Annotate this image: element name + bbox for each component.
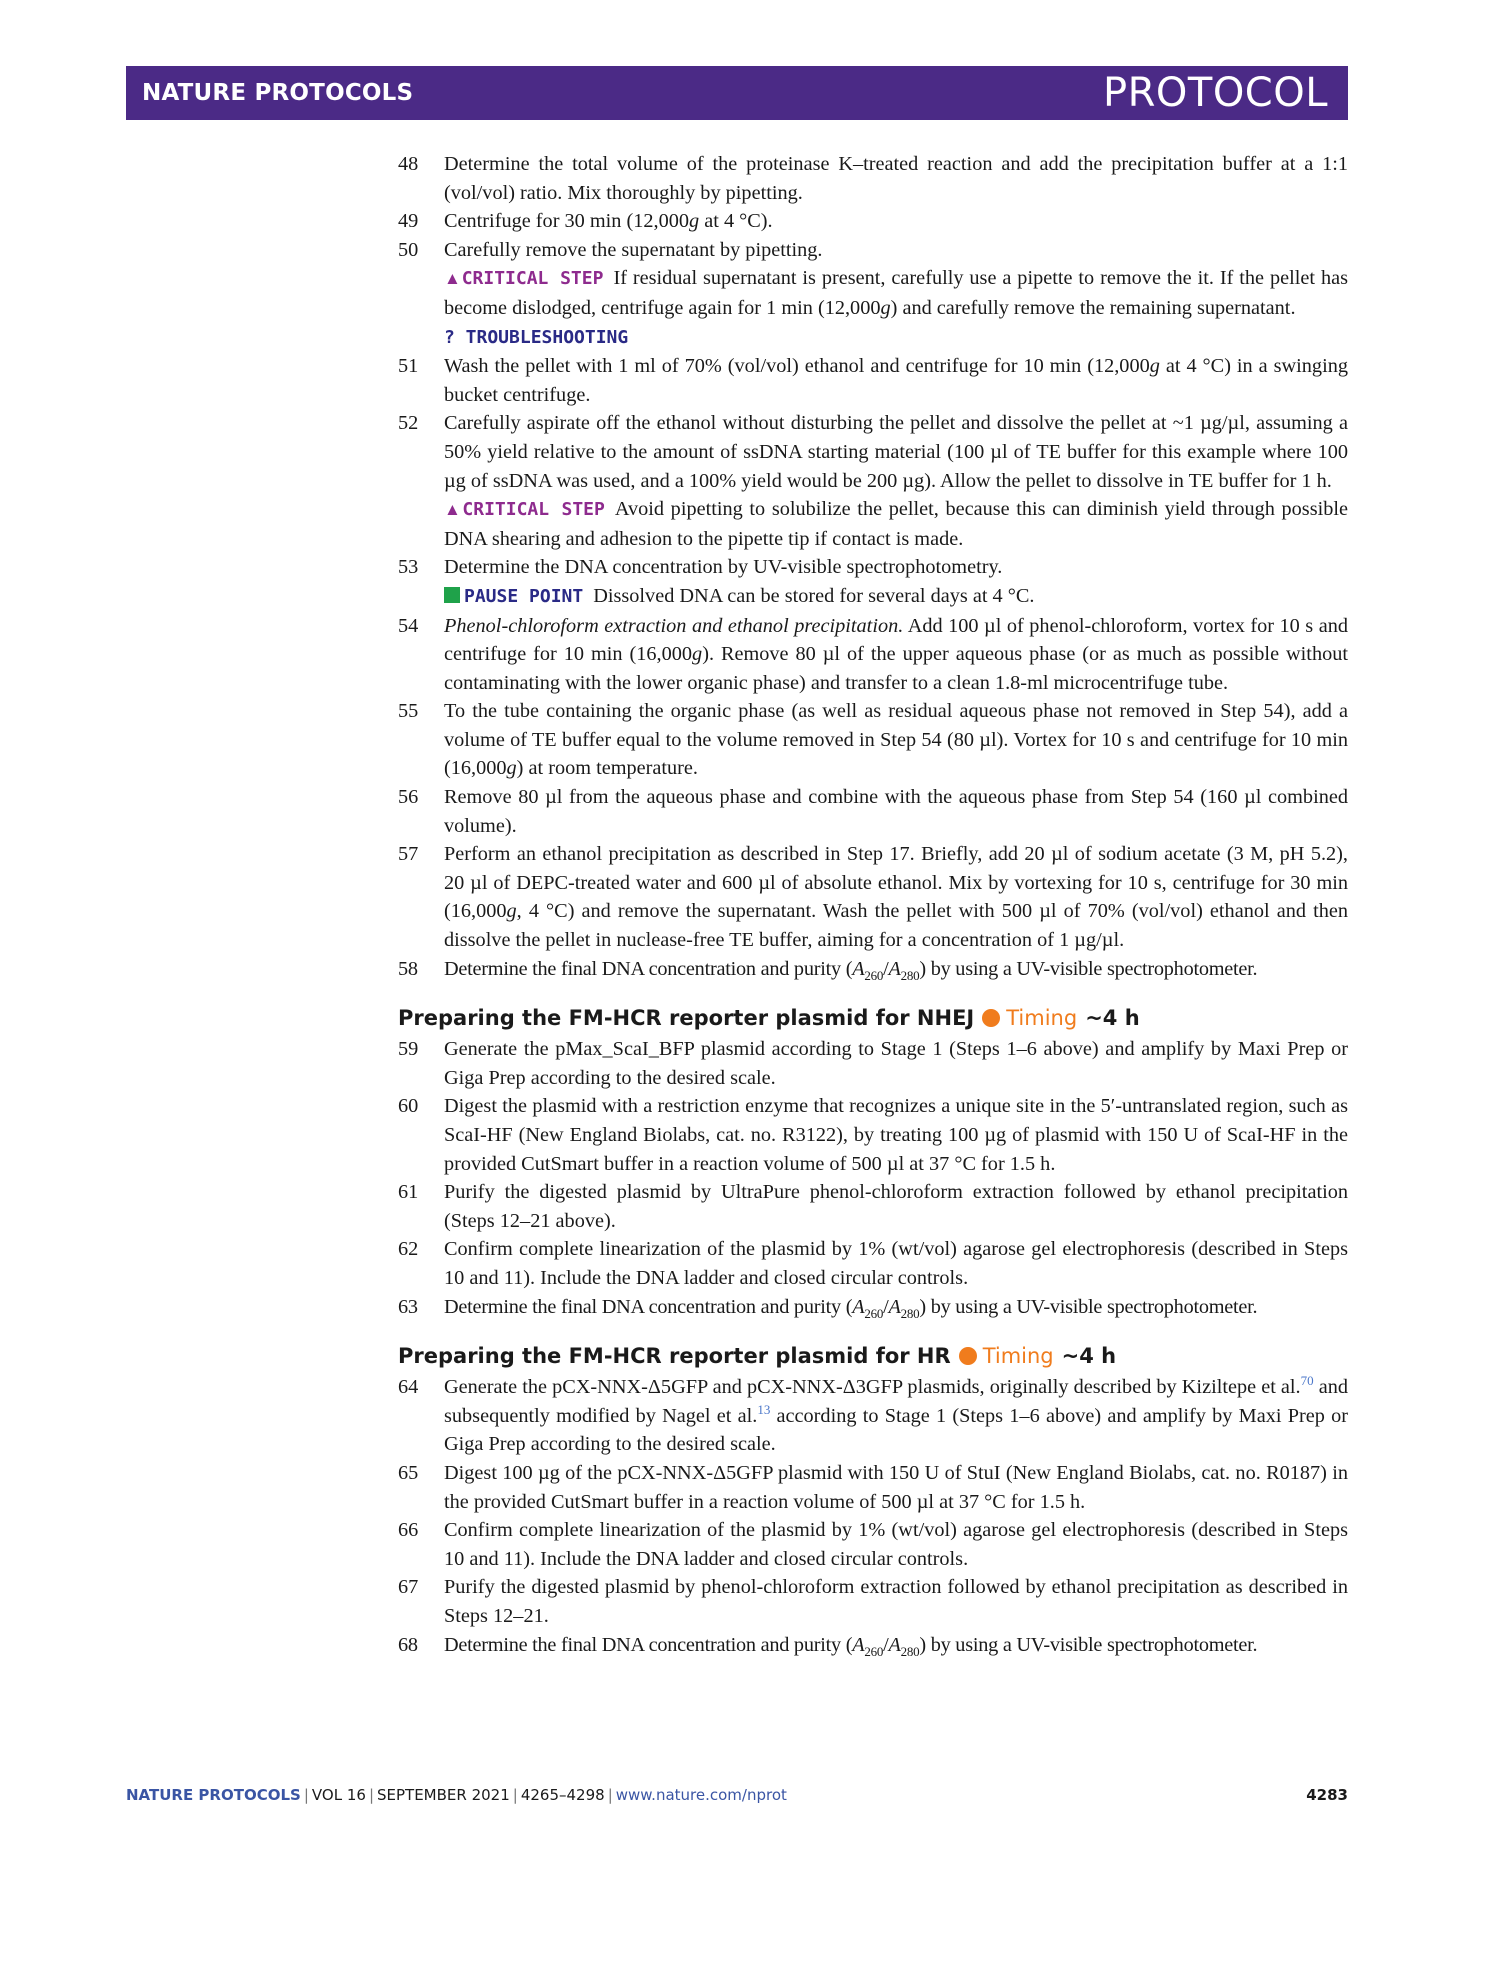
step-63: 63 Determine the final DNA concentration and purity $(A_{260}/A_{280})$ by using a UV-visible spectrophotometer. xyxy=(398,1295,1258,1321)
troubleshooting-link[interactable]: ? TROUBLESHOOTING xyxy=(444,326,629,348)
footer-date: SEPTEMBER 2021 xyxy=(377,1786,510,1804)
step-59: 59 Generate the pMax_ScaI_BFP plasmid according to Stage 1 (Steps 1–6 above) and amplify by Maxi Prep or Giga Prep according to the desired scale. xyxy=(398,1038,1348,1089)
critical-step-label: CRITICAL STEP xyxy=(462,499,605,521)
step-50: 50 Carefully remove the supernatant by pipetting. xyxy=(398,238,823,261)
article-type: PROTOCOL xyxy=(1102,70,1328,116)
critical-step-label: CRITICAL STEP xyxy=(461,268,604,290)
reference-link[interactable]: 13 xyxy=(757,1401,771,1417)
pause-point-note: PAUSE POINT Dissolved DNA can be stored for several days at 4 °C. xyxy=(398,582,1348,612)
pause-point-label: PAUSE POINT xyxy=(464,585,584,607)
section-heading-hr: Preparing the FM-HCR reporter plasmid for HR Timing ~4 h xyxy=(398,1344,1117,1369)
step-51: 51 Wash the pellet with 1 ml of 70% (vol/vol) ethanol and centrifuge for 10 min (12,000g at 4 °C) in a swinging bucket centrifuge. xyxy=(398,355,1348,406)
step-48: 48 Determine the total volume of the proteinase K–treated reaction and add the precipitation buffer at a 1:1 (vol/vol) ratio. Mix thoroughly by pipetting. xyxy=(398,153,1348,204)
header-bar xyxy=(126,66,1348,120)
step-54: 54 Phenol-chloroform extraction and ethanol precipitation. Add 100 µl of phenol-chloroform, vortex for 10 s and centrifuge for 10 min (16,000g). Remove 80 µl of the upper aqueous phase (or as much as possible without contaminating with the lower organic phase) and transfer to a clean 1.8-ml microcentrifuge tube. xyxy=(398,614,1349,694)
critical-step-note: ▲CRITICAL STEP Avoid pipetting to solubilize the pellet, because this can diminish yield through possible DNA shearing and adhesion to the pipette tip if contact is made. xyxy=(444,498,1348,550)
warning-triangle-icon: ▲ xyxy=(444,269,462,289)
pause-square-icon xyxy=(444,587,460,603)
step-68: 68 Determine the final DNA concentration and purity $(A_{260}/A_{280})$ by using a UV-visible spectrophotometer. xyxy=(398,1633,1258,1659)
footer-volume: VOL 16 xyxy=(311,1786,366,1804)
section-heading-nhej: Preparing the FM-HCR reporter plasmid for NHEJ Timing ~4 h xyxy=(398,1006,1140,1031)
step-58: 58 Determine the final DNA concentration and purity $(A_{260}/A_{280})$ by using a UV-visible spectrophotometer. xyxy=(398,957,1258,983)
step-60: 60 Digest the plasmid with a restriction enzyme that recognizes a unique site in the 5′-untranslated region, such as ScaI-HF (New England Biolabs, cat. no. R3122), by treating 100 µg of plasmid with 150 U of ScaI-HF in the provided CutSmart buffer in a reaction volume of 500 µl at 37 °C for 1.5 h. xyxy=(398,1095,1348,1175)
step-65: 65 Digest 100 µg of the pCX-NNX-Δ5GFP plasmid with 150 U of StuI (New England Biolabs, cat. no. R0187) in the provided CutSmart buffer in a reaction volume of 500 µl at 37 °C for 1.5 h. xyxy=(398,1461,1348,1513)
footer-journal: NATURE PROTOCOLS xyxy=(126,1786,301,1804)
reference-link[interactable]: 70 xyxy=(1300,1373,1314,1389)
journal-name: NATURE PROTOCOLS xyxy=(142,80,414,106)
step-55: 55 To the tube containing the organic phase (as well as residual aqueous phase not removed in Step 54), add a volume of TE buffer equal to the volume removed in Step 54 (80 µl). Vortex for 10 s and centrifuge for 10 min (16,000g) at room temperature. xyxy=(398,700,1348,780)
step-56: 56 Remove 80 µl from the aqueous phase and combine with the aqueous phase from Step 54 (160 µl combined volume). xyxy=(398,786,1348,837)
page-footer: NATURE PROTOCOLS | VOL 16 | SEPTEMBER 2021 | 4265–4298 | www.nature.com/nprot 4283 xyxy=(126,1786,1348,1804)
step-52: 52 Carefully aspirate off the ethanol without disturbing the pellet and dissolve the pellet at ~1 µg/µl, assuming a 50% yield relative to the amount of ssDNA starting material (100 µl of TE buffer for this example where 100 µg of ssDNA was used, and a 100% yield would be 200 µg). Allow the pellet to dissolve in TE buffer for 1 h. xyxy=(398,412,1348,492)
timing-dot-icon xyxy=(959,1347,977,1365)
protocol-content xyxy=(398,150,1348,1659)
critical-step-note: ▲CRITICAL STEP If residual supernatant is present, carefully use a pipette to remove the it. If the pellet has become dislodged, centrifuge again for 1 min (12,000g) and carefully remove the remaining supernatant. xyxy=(444,267,1348,319)
step-66: 66 Confirm complete linearization of the plasmid by 1% (wt/vol) agarose gel electrophoresis (described in Steps 10 and 11). Include the DNA ladder and closed circular controls. xyxy=(398,1519,1348,1570)
footer-pages: 4265–4298 xyxy=(520,1786,605,1804)
step-67: 67 Purify the digested plasmid by phenol-chloroform extraction followed by ethanol precipitation as described in Steps 12–21. xyxy=(398,1576,1348,1627)
step-64: 64 Generate the pCX-NNX-Δ5GFP and pCX-NNX-Δ3GFP plasmids, originally described by Kiziltepe et al.$^{70}$ and subsequently modified by Nagel et al.$^{13}$ according to Stage 1 (Steps 1–6 above) and amplify by Maxi Prep or Giga Prep according to the desired scale. xyxy=(398,1373,1348,1456)
page-number: 4283 xyxy=(1306,1786,1348,1804)
step-61: 61 Purify the digested plasmid by UltraPure phenol-chloroform extraction followed by ethanol precipitation (Steps 12–21 above). xyxy=(398,1181,1348,1232)
step-62: 62 Confirm complete linearization of the plasmid by 1% (wt/vol) agarose gel electrophoresis (described in Steps 10 and 11). Include the DNA ladder and closed circular controls. xyxy=(398,1238,1348,1289)
footer-url-link[interactable]: www.nature.com/nprot xyxy=(615,1786,787,1804)
step-57: 57 Perform an ethanol precipitation as described in Step 17. Briefly, add 20 µl of sodium acetate (3 M, pH 5.2), 20 µl of DEPC-treated water and 600 µl of absolute ethanol. Mix by vortexing for 10 s, centrifuge for 30 min (16,000g, 4 °C) and remove the supernatant. Wash the pellet with 500 µl of 70% (vol/vol) ethanol and then dissolve the pellet in nuclease-free TE buffer, aiming for a concentration of 1 µg/µl. xyxy=(398,843,1348,952)
step-49: 49 Centrifuge for 30 min (12,000g at 4 °C). xyxy=(398,210,773,233)
warning-triangle-icon: ▲ xyxy=(444,500,463,520)
step-53: 53 Determine the DNA concentration by UV-visible spectrophotometry. xyxy=(398,556,1003,579)
timing-dot-icon xyxy=(982,1009,1000,1027)
